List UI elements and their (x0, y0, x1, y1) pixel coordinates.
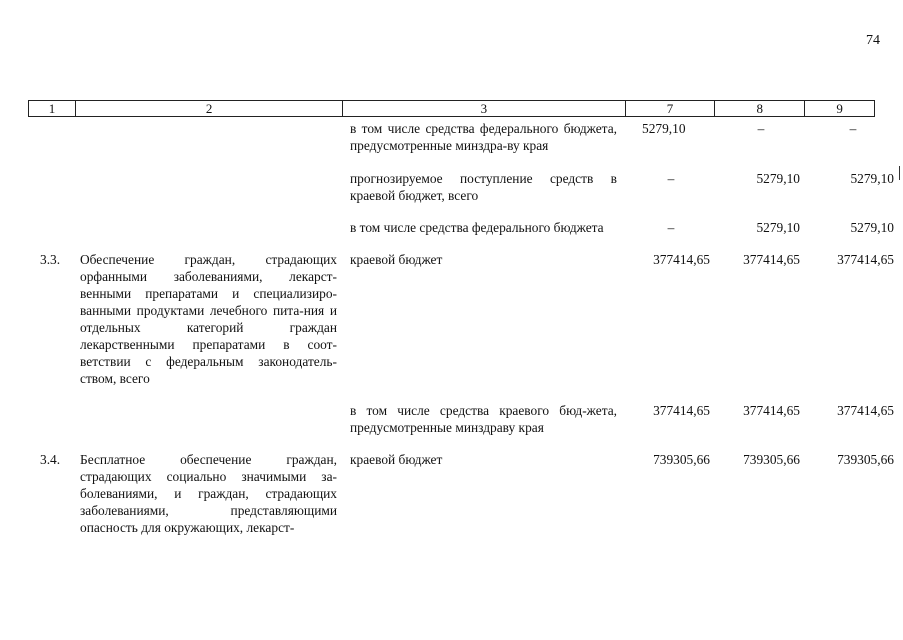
header-col-2: 2 (76, 101, 343, 116)
row-value-7: 5279,10 (642, 121, 686, 136)
row-value-8: 377414,65 (743, 252, 800, 267)
row-value-9: 377414,65 (837, 252, 894, 267)
row-source: в том числе средства краевого бюд-жета, предусмотренные минздраву края (350, 403, 617, 435)
row-name (75, 120, 343, 154)
header-col-9: 9 (836, 101, 843, 116)
row-source: прогнозируемое поступление средств в краевой бюджет, всего (350, 171, 617, 203)
row-value-8: 739305,66 (743, 452, 800, 467)
row-number (28, 219, 75, 236)
row-value-8: 5279,10 (756, 171, 800, 186)
row-value-7: 377414,65 (653, 403, 710, 418)
row-name: Обеспечение граждан, страдающих орфанными заболеваниями, лекарст-венными препаратами и специализиро-ванными продуктами лечебного пита-ния и отдельных категорий граждан лекарственными препаратами в соот-ветствии с федеральным законодатель-ством, всего (80, 252, 337, 386)
row-value-9: – (849, 121, 857, 136)
table-row (28, 219, 894, 236)
row-value-7: – (667, 220, 675, 235)
table-row (28, 170, 894, 204)
row-value-9: 5279,10 (850, 171, 894, 186)
row-source: краевой бюджет (350, 452, 443, 467)
scan-margin-mark (899, 166, 900, 180)
row-value-7: 377414,65 (653, 252, 710, 267)
row-number: 3.4. (40, 452, 61, 467)
row-source: краевой бюджет (350, 252, 443, 267)
row-number (28, 120, 75, 154)
header-col-7: 7 (626, 101, 716, 116)
row-value-8: – (757, 121, 765, 136)
row-value-7: 739305,66 (653, 452, 710, 467)
row-source: в том числе средства федерального бюджета (350, 220, 604, 235)
header-col-1: 1 (29, 101, 76, 116)
row-value-9: 5279,10 (850, 220, 894, 235)
table-body (28, 120, 894, 551)
row-source: в том числе средства федерального бюджета, предусмотренные минздра-ву края (350, 121, 617, 153)
row-value-9: 739305,66 (837, 452, 894, 467)
header-col-8: 8 (715, 101, 805, 116)
table-header (28, 100, 875, 117)
row-name: Бесплатное обеспечение граждан, страдающих социально значимыми за-болеваниями, и граждан, страдающих заболеваниями, представляющими опасность для окружающих, лекарст- (80, 452, 337, 535)
row-name (75, 170, 343, 204)
row-name (75, 402, 343, 436)
table-row (28, 251, 894, 387)
row-value-7: – (667, 171, 675, 186)
row-value-8: 5279,10 (756, 220, 800, 235)
row-value-9: 377414,65 (837, 403, 894, 418)
row-value-8: 377414,65 (743, 403, 800, 418)
row-number (28, 170, 75, 204)
row-number (28, 402, 75, 436)
table-row (28, 120, 875, 154)
row-name (75, 219, 343, 236)
table-row (28, 451, 894, 536)
row-number: 3.3. (40, 252, 61, 267)
page-number: 74 (866, 33, 880, 48)
header-col-3: 3 (343, 101, 625, 116)
table-row (28, 402, 894, 436)
